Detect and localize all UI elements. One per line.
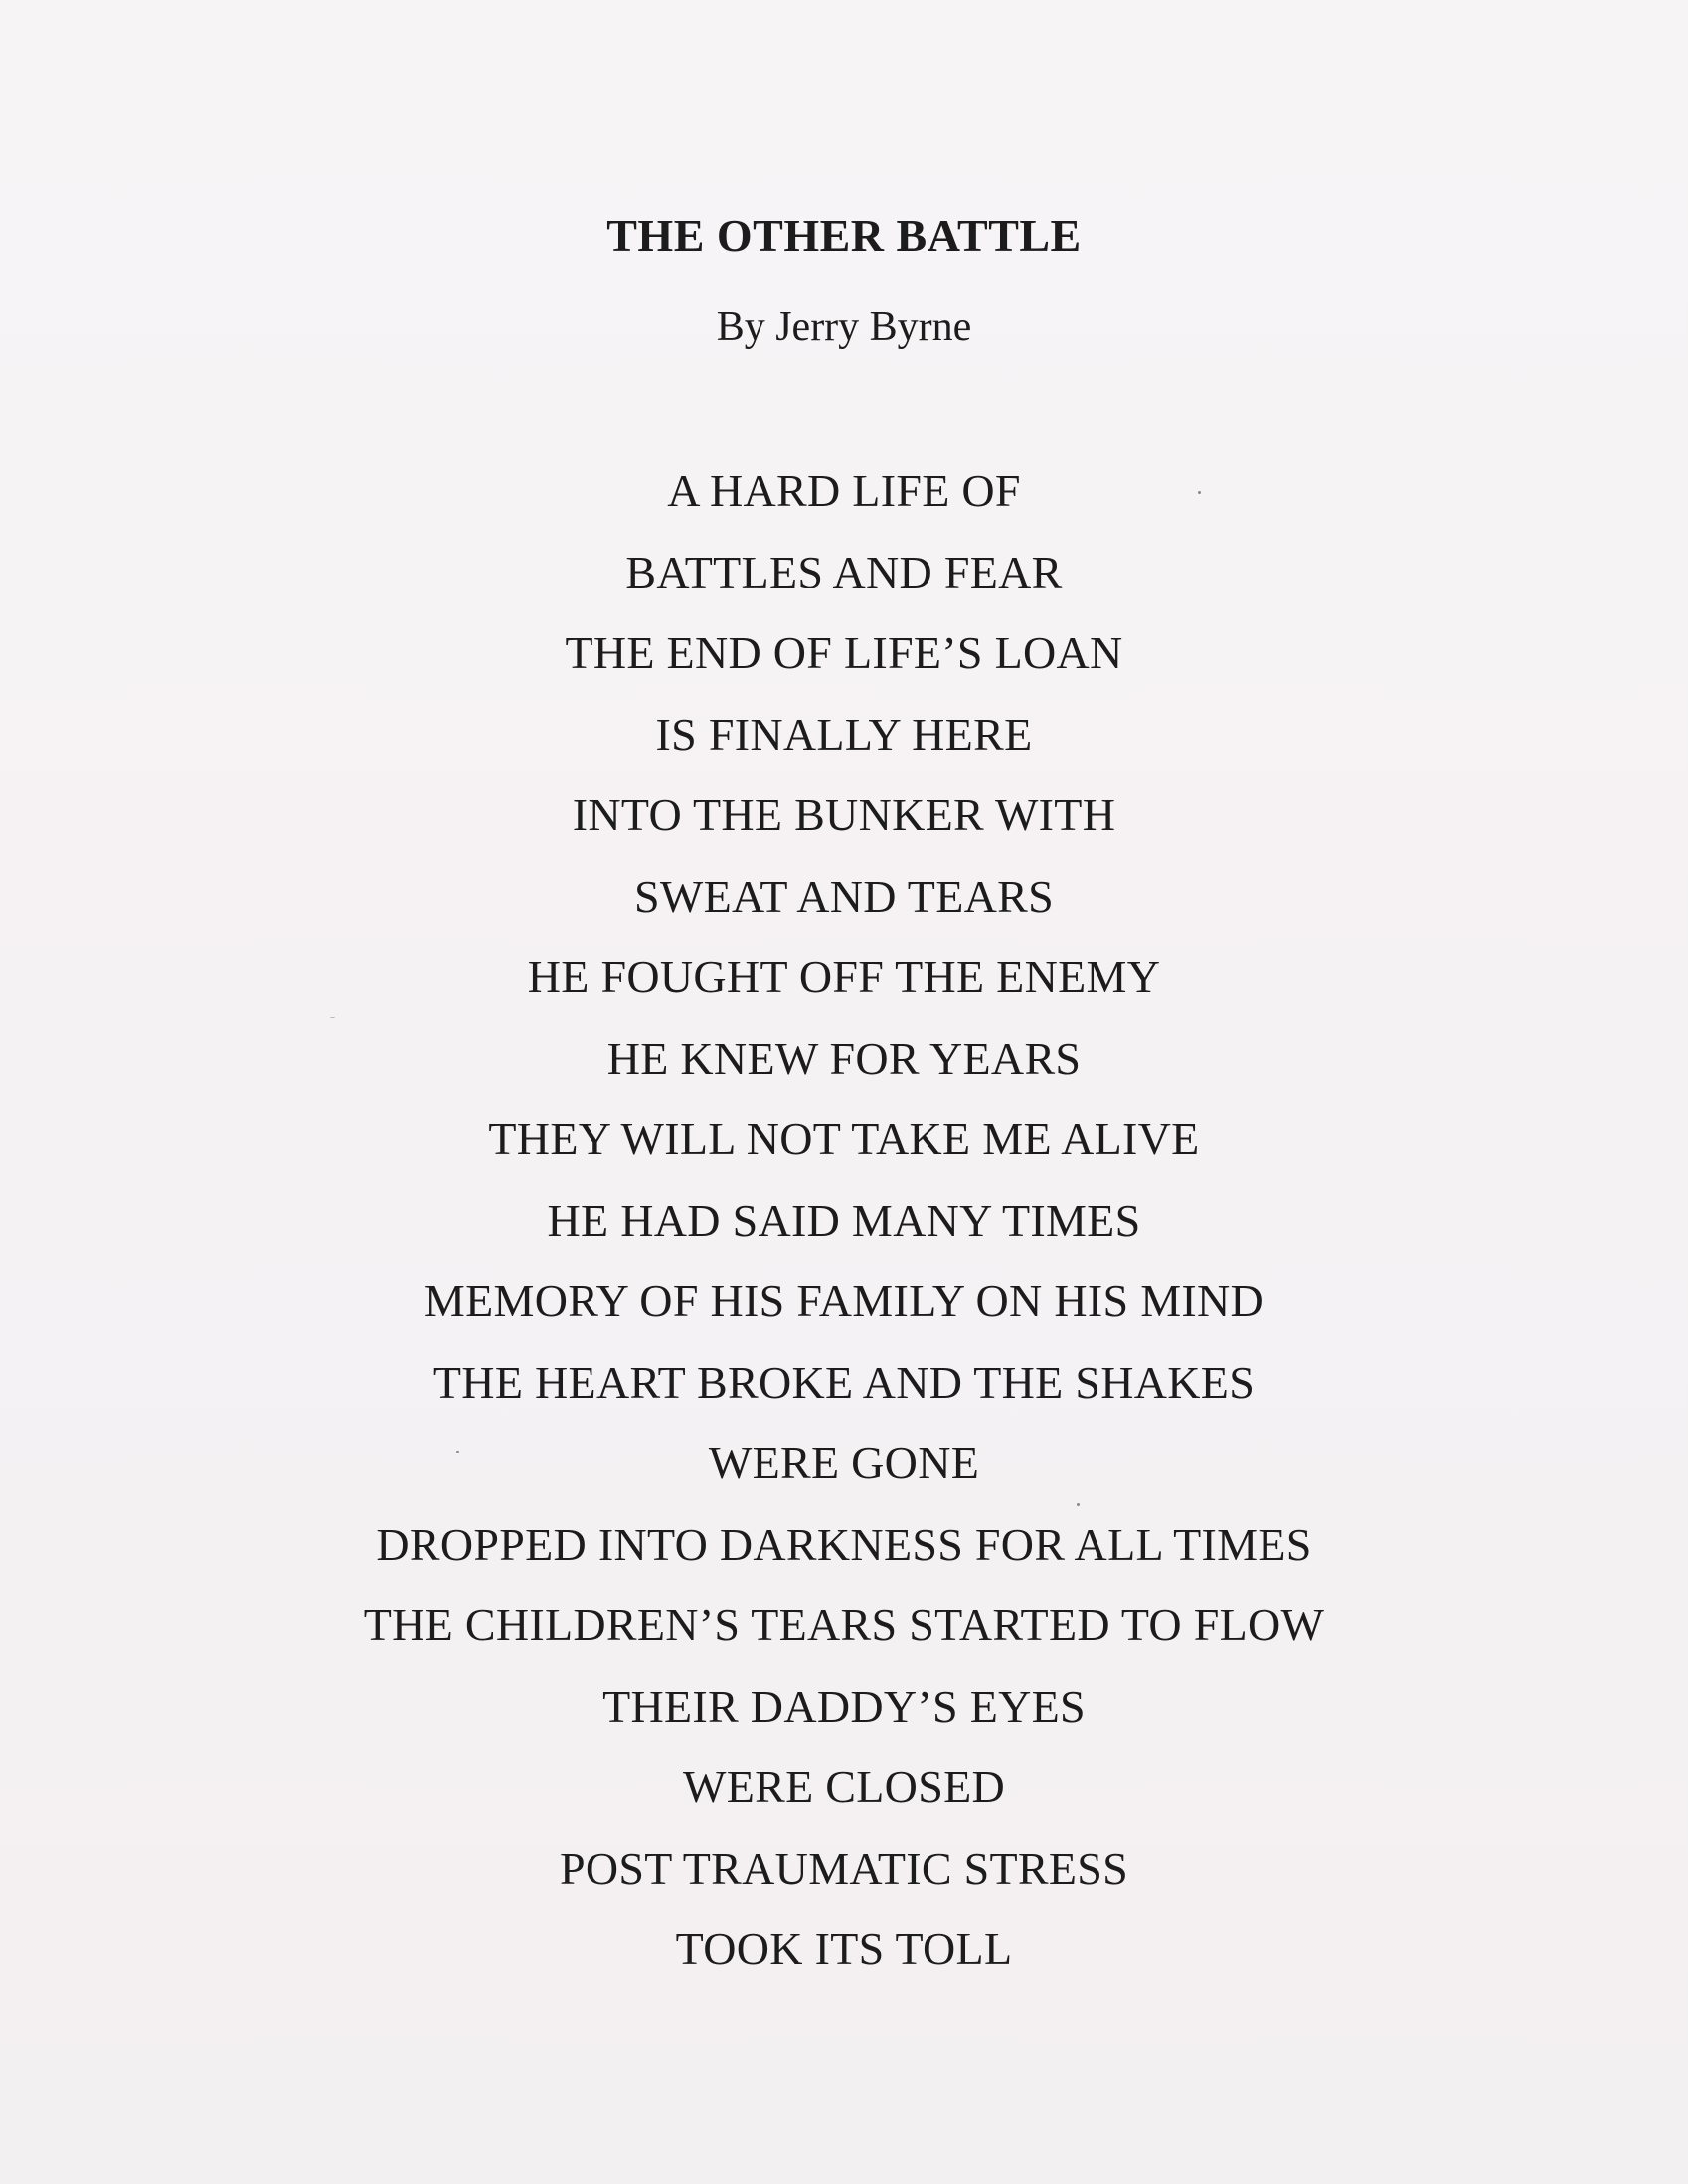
poem-byline: By Jerry Byrne xyxy=(716,304,972,350)
poem-line: HE KNEW FOR YEARS xyxy=(606,1032,1082,1084)
poem-line: WERE CLOSED xyxy=(683,1762,1005,1812)
paper-speck xyxy=(1077,1503,1080,1506)
poem-line: DROPPED INTO DARKNESS FOR ALL TIMES xyxy=(376,1518,1312,1570)
poem-title: THE OTHER BATTLE xyxy=(606,210,1082,260)
poem-line: THE CHILDREN’S TEARS STARTED TO FLOW xyxy=(363,1599,1325,1650)
poem-line: TOOK ITS TOLL xyxy=(675,1924,1013,1974)
poem-line: SWEAT AND TEARS xyxy=(634,870,1054,922)
poem-line: MEMORY OF HIS FAMILY ON HIS MIND xyxy=(423,1275,1265,1326)
poem-line: A HARD LIFE OF xyxy=(667,465,1021,516)
poem-line: THE HEART BROKE AND THE SHAKES xyxy=(432,1356,1256,1408)
paper-speck xyxy=(1198,491,1201,494)
poem-line: THEY WILL NOT TAKE ME ALIVE xyxy=(488,1113,1200,1164)
poem-line: HE HAD SAID MANY TIMES xyxy=(547,1194,1141,1246)
poem-line: BATTLES AND FEAR xyxy=(625,546,1063,597)
poem-line: THE END OF LIFE’S LOAN xyxy=(565,627,1123,678)
poem-body xyxy=(0,465,1688,2005)
poem-line: IS FINALLY HERE xyxy=(655,708,1033,759)
poem-line: HE FOUGHT OFF THE ENEMY xyxy=(527,951,1161,1002)
poem-line: THEIR DADDY’S EYES xyxy=(602,1680,1086,1732)
poem-line: INTO THE BUNKER WITH xyxy=(572,789,1116,840)
paper-speck xyxy=(330,1017,335,1018)
poem-line: POST TRAUMATIC STRESS xyxy=(559,1842,1129,1894)
paper-speck xyxy=(456,1451,459,1453)
poem-line: WERE GONE xyxy=(708,1437,980,1488)
